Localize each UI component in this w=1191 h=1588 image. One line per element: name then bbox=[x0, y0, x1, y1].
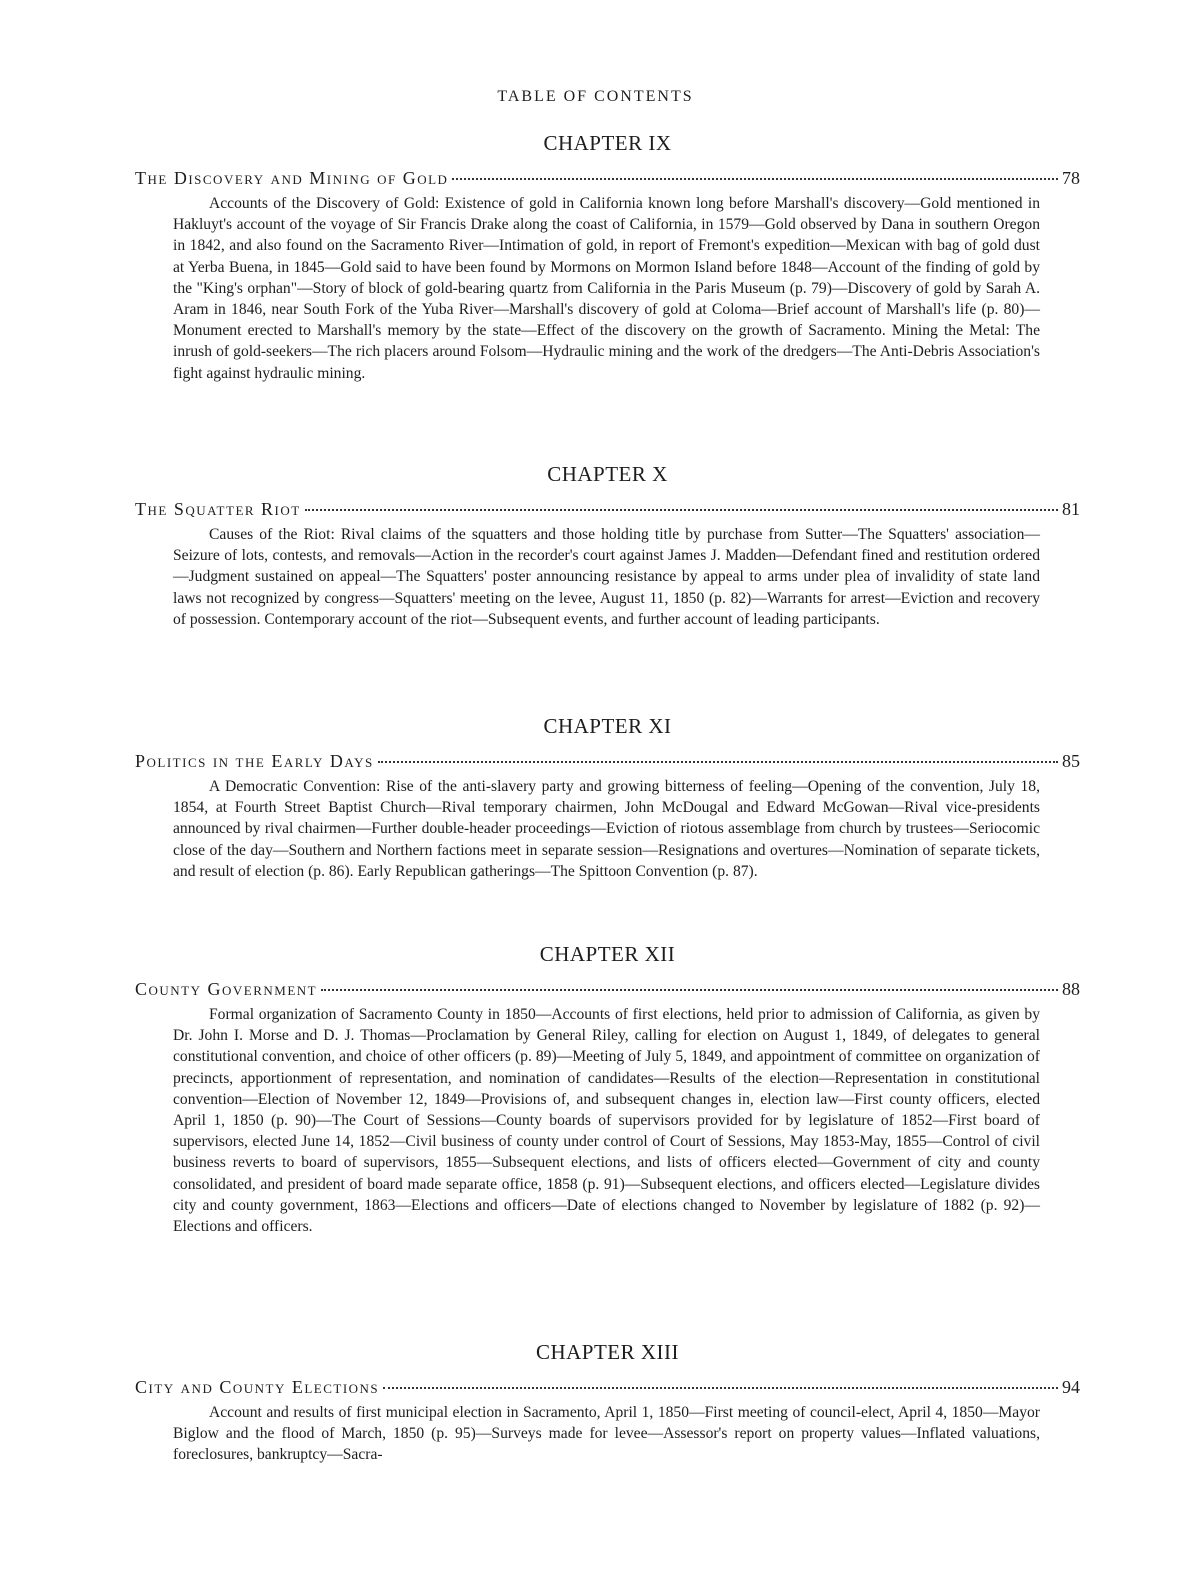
chapter-x bbox=[135, 462, 1080, 630]
entry-title: The Discovery and Mining of Gold bbox=[135, 168, 449, 188]
toc-entry[interactable] bbox=[135, 168, 1080, 189]
entry-title: City and County Elections bbox=[135, 1377, 380, 1397]
dot-leader bbox=[321, 989, 1058, 991]
page-number: 88 bbox=[1062, 979, 1080, 999]
page-number: 81 bbox=[1062, 499, 1080, 519]
dot-leader bbox=[452, 178, 1058, 180]
chapter-heading: CHAPTER XI bbox=[543, 714, 672, 738]
page-number: 78 bbox=[1062, 168, 1080, 188]
chapter-summary: Account and results of first municipal election in Sacramento, April 1, 1850—First meeting of council-elect, April 4, 1850—Mayor Biglow and the flood of March, 1850 (p. 95)—Surveys made for levee—Assessor's report on property values—Inflated valuations, foreclosures, bankruptcy—Sacra- bbox=[173, 1404, 1040, 1464]
chapter-summary: Causes of the Riot: Rival claims of the squatters and those holding title by purchase from Sutter—The Squatters' association—Seizure of lots, contests, and removals—Action in the recorder's court against James J. Madden—Defendant fined and restitution ordered—Judgment sustained on appeal—The Squatters' poster announcing resistance by appeal to arms under plea of invalidity of state land laws not recognized by congress—Squatters' meeting on the levee, August 11, 1850 (p. 82)—Warrants for arrest—Eviction and recovery of possession. Contemporary account of the riot—Subsequent events, and further account of leading participants. bbox=[173, 526, 1040, 628]
entry-title: Politics in the Early Days bbox=[135, 751, 374, 771]
chapter-summary: Accounts of the Discovery of Gold: Existence of gold in California known long before Marshall's discovery—Gold mentioned in Hakluyt's account of the voyage of Sir Francis Drake along the coast of California, in 1579—Gold observed by Dana in southern Oregon in 1842, and also found on the Sacramento River—Intimation of gold, in report of Fremont's expedition—Mexican with bag of gold dust at Yerba Buena, in 1845—Gold said to have been found by Mormons on Mormon Island before 1848—Account of the finding of gold by the "King's orphan"—Story of block of gold-bearing quartz from California in the Paris Museum (p. 79)—Discovery of gold by Sarah A. Aram in 1846, near South Fork of the Yuba River—Marshall's discovery of gold at Coloma—Brief account of Marshall's life (p. 80)—Monument erected to Marshall's memory by the state—Effect of the discovery on the growth of Sacramento. Mining the Metal: The inrush of gold-seekers—The rich placers around Folsom—Hydraulic mining and the work of the dredgers—The Anti-Debris Association's fight against hydraulic mining. bbox=[173, 195, 1040, 382]
chapter-heading: CHAPTER XIII bbox=[535, 1340, 680, 1364]
dot-leader bbox=[383, 1387, 1058, 1389]
entry-title: The Squatter Riot bbox=[135, 499, 301, 519]
page-number: 94 bbox=[1062, 1377, 1080, 1397]
chapter-xii bbox=[135, 942, 1080, 1237]
chapter-heading: CHAPTER IX bbox=[543, 131, 672, 155]
chapter-summary: Formal organization of Sacramento County in 1850—Accounts of first elections, held prior to admission of California, as given by Dr. John I. Morse and D. J. Thomas—Proclamation by General Riley, calling for election on August 1, 1849, of delegates to general constitutional convention, and choice of other officers (p. 89)—Meeting of July 5, 1849, and appointment of committee on organization of precincts, apportionment of representation, and nomination of candidates—Results of the election—Representation in constitutional convention—Election of November 12, 1849—Provisions of, and subsequent changes in, election law—First county officers, elected April 1, 1850 (p. 90)—The Court of Sessions—County boards of supervisors provided for by legislature of 1852—First board of supervisors, elected June 14, 1852—Civil business of county under control of Court of Sessions, May 1853-May, 1855—Control of civil business reverts to board of supervisors, 1855—Subsequent elections, and lists of officers elected—Government of city and county consolidated, and president of board made separate office, 1858 (p. 91)—Subsequent elections, and officers elected—Legislature divides city and county government, 1863—Elections and officers—Date of elections changed to November by legislature of 1882 (p. 92)—Elections and officers. bbox=[173, 1006, 1040, 1236]
chapter-xiii bbox=[135, 1340, 1080, 1466]
toc-entry[interactable] bbox=[135, 1377, 1080, 1398]
page-number: 85 bbox=[1062, 751, 1080, 771]
chapter-summary: A Democratic Convention: Rise of the anti-slavery party and growing bitterness of feeling—Opening of the convention, July 18, 1854, at Fourth Street Baptist Church—Rival temporary chairmen, John McDougal and Edward McGowan—Rival vice-presidents announced by rival chairmen—Further double-header proceedings—Eviction of riotous assemblage from church by trustees—Seriocomic close of the day—Southern and Northern factions meet in separate session—Resignations and overtures—Nomination of separate tickets, and result of election (p. 86). Early Republican gatherings—The Spittoon Convention (p. 87). bbox=[173, 778, 1040, 880]
toc-entry[interactable] bbox=[135, 499, 1080, 520]
chapter-heading: CHAPTER X bbox=[547, 462, 668, 486]
entry-title: County Government bbox=[135, 979, 318, 999]
running-head: TABLE OF CONTENTS bbox=[497, 88, 694, 105]
chapter-heading: CHAPTER XII bbox=[539, 942, 676, 966]
dot-leader bbox=[305, 509, 1058, 511]
toc-entry[interactable] bbox=[135, 751, 1080, 772]
toc-entry[interactable] bbox=[135, 979, 1080, 1000]
chapter-xi bbox=[135, 714, 1080, 882]
chapter-ix bbox=[135, 131, 1080, 384]
dot-leader bbox=[378, 761, 1058, 763]
